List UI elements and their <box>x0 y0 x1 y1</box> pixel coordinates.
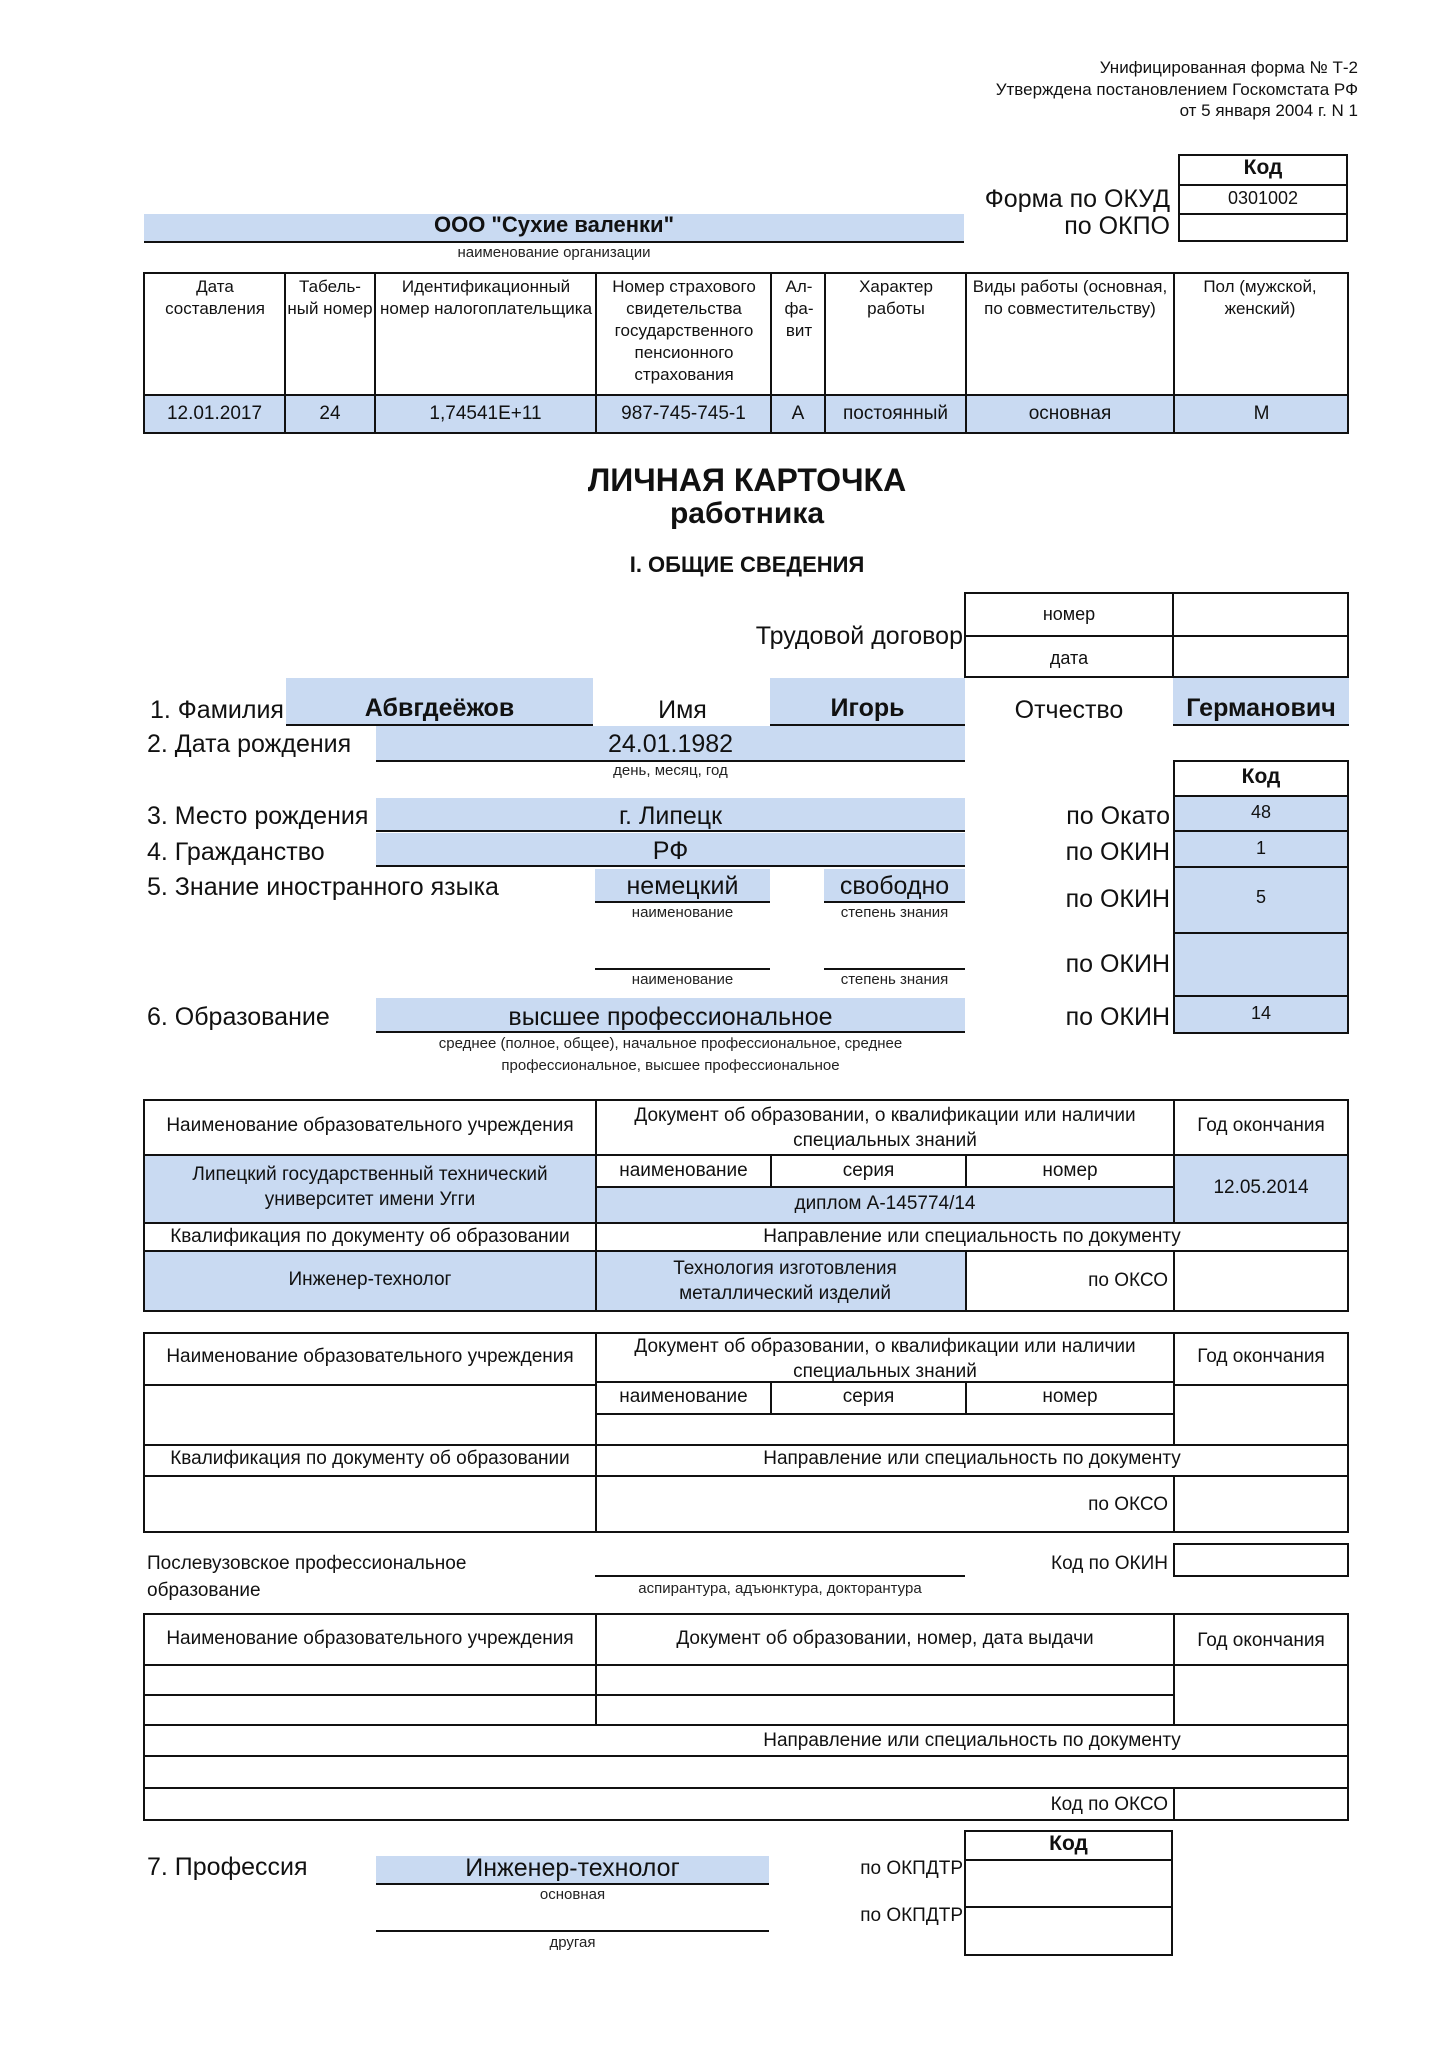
edu3-okso-label: Код по ОКСО <box>1050 1794 1168 1815</box>
edu3-year-header: Год окончания <box>1197 1630 1325 1651</box>
okud-value: 0301002 <box>1227 188 1299 208</box>
okpdtr-code-header: Код <box>1049 1832 1088 1855</box>
th-snils: Номер страхового свидетельства государственного пенсионного страхования <box>612 277 756 384</box>
name: Игорь <box>830 694 905 722</box>
edu2-spec-header: Направление или специальность по документу <box>763 1448 1181 1469</box>
education-caption-line1: среднее (полное, общее), начальное профессиональное, среднее <box>438 1035 903 1052</box>
edu1-specialty: Технология изготовления металлический изделий <box>673 1258 897 1304</box>
okin4-value: 14 <box>1250 1003 1272 1023</box>
edu1-okso-label: по ОКСО <box>1088 1270 1168 1291</box>
education: высшее профессиональное <box>508 1003 833 1031</box>
org-name: ООО "Сухие валенки" <box>433 212 675 237</box>
okin3-label: по ОКИН <box>1065 950 1170 978</box>
okin1-label: по ОКИН <box>1065 838 1170 866</box>
language-label: 5. Знание иностранного языка <box>147 873 499 901</box>
postgrad-label-line2: образование <box>147 1580 261 1601</box>
edu1-year: 12.05.2014 <box>1213 1177 1309 1198</box>
edu2-doc-name-label: наименование <box>619 1386 748 1407</box>
edu1-qual-header: Квалификация по документу об образовании <box>170 1226 570 1247</box>
card-subtitle: работника <box>669 497 825 530</box>
td-alphabet: А <box>791 403 805 424</box>
okpdtr1-label: по ОКПДТР <box>860 1858 963 1879</box>
code-header: Код <box>1243 156 1283 179</box>
edu1-doc-name-label: наименование <box>619 1160 748 1181</box>
okato-label: по Окато <box>1066 802 1170 830</box>
language-name-caption: наименование <box>631 904 734 921</box>
language2-name-caption: наименование <box>631 971 734 988</box>
td-inn: 1,74541E+11 <box>429 403 542 424</box>
contract-date-label: дата <box>1049 648 1089 668</box>
language2-level-caption: степень знания <box>840 971 949 988</box>
okpdtr2-label: по ОКПДТР <box>860 1905 963 1926</box>
profession-label: 7. Профессия <box>147 1853 308 1881</box>
education-caption-line2: профессиональное, высшее профессиональное <box>501 1057 840 1074</box>
contract-label: Трудовой договор <box>755 622 963 650</box>
postgrad-okin-label: Код по ОКИН <box>1051 1553 1168 1574</box>
edu1-year-header: Год окончания <box>1197 1115 1325 1136</box>
edu1-document: диплом А-145774/14 <box>794 1193 976 1214</box>
section-title: I. ОБЩИЕ СВЕДЕНИЯ <box>629 552 865 577</box>
td-date: 12.01.2017 <box>166 403 263 424</box>
edu1-spec-header: Направление или специальность по документу <box>763 1226 1181 1247</box>
org-name-caption: наименование организации <box>457 244 651 261</box>
edu1-institution: Липецкий государственный технический университет имени Угги <box>192 1164 548 1210</box>
edu1-inst-header: Наименование образовательного учреждения <box>166 1115 574 1136</box>
th-gender: Пол (мужской, женский) <box>1203 277 1317 318</box>
edu3-doc-header: Документ об образовании, номер, дата выдачи <box>676 1628 1094 1649</box>
okin1-value: 1 <box>1255 838 1266 858</box>
postgrad-caption: аспирантура, адъюнктура, докторантура <box>638 1580 922 1597</box>
edu1-qualification: Инженер-технолог <box>288 1269 452 1290</box>
citizenship: РФ <box>652 837 689 865</box>
birthplace-label: 3. Место рождения <box>147 802 369 830</box>
okin2-label: по ОКИН <box>1065 885 1170 913</box>
citizenship-label: 4. Гражданство <box>147 838 325 866</box>
th-inn: Идентификационный номер налогоплательщика <box>379 277 593 318</box>
form-header-line3: от 5 января 2004 г. N 1 <box>1179 101 1358 120</box>
edu2-year-header: Год окончания <box>1197 1346 1325 1367</box>
language2-field[interactable] <box>595 968 770 970</box>
language-name: немецкий <box>626 872 739 900</box>
edu2-doc-number-label: номер <box>1042 1386 1098 1407</box>
form-header-line1: Унифицированная форма № Т-2 <box>1099 58 1358 77</box>
okin4-label: по ОКИН <box>1065 1003 1170 1031</box>
edu3-inst-header: Наименование образовательного учреждения <box>166 1628 574 1649</box>
edu2-doc-header: Документ об образовании, о квалификации или наличии специальных знаний <box>634 1336 1136 1382</box>
td-snils: 987-745-745-1 <box>621 403 746 424</box>
person-code-header: Код <box>1241 765 1281 788</box>
edu2-doc-series-label: серия <box>842 1386 895 1407</box>
okin2-value: 5 <box>1255 887 1266 907</box>
birth-date: 24.01.1982 <box>607 730 734 758</box>
language-level-caption: степень знания <box>840 904 949 921</box>
card-title: ЛИЧНАЯ КАРТОЧКА <box>587 462 907 498</box>
td-gender: М <box>1253 403 1270 424</box>
surname: Абвгдеёжов <box>364 694 515 722</box>
patronymic-label: Отчество <box>1014 696 1124 724</box>
postgrad-field[interactable] <box>595 1575 965 1577</box>
th-date: Дата составления <box>165 277 265 318</box>
education-label: 6. Образование <box>147 1003 330 1031</box>
language2-level-field[interactable] <box>824 968 965 970</box>
profession-main-caption: основная <box>539 1886 606 1903</box>
edu3-spec-header: Направление или специальность по документу <box>763 1730 1181 1751</box>
surname-label: 1. Фамилия <box>150 696 284 724</box>
form-header-line2: Утверждена постановлением Госкомстата РФ <box>995 80 1358 99</box>
profession-main: Инженер-технолог <box>465 1854 680 1882</box>
edu2-inst-header: Наименование образовательного учреждения <box>166 1346 574 1367</box>
patronymic: Германович <box>1186 694 1336 722</box>
th-tab-number: Табель-ный номер <box>287 277 373 318</box>
th-work-nature: Характер работы <box>859 277 933 318</box>
profession-other-field[interactable] <box>376 1930 769 1932</box>
name-label: Имя <box>658 696 707 724</box>
language-level: свободно <box>839 872 950 900</box>
contract-number-label: номер <box>1042 604 1096 624</box>
td-tab-number: 24 <box>319 403 341 424</box>
td-work-nature: постоянный <box>843 403 948 424</box>
okato-value: 48 <box>1250 802 1272 822</box>
th-work-type: Виды работы (основная, по совместительству) <box>972 277 1168 318</box>
edu2-qual-header: Квалификация по документу об образовании <box>170 1448 570 1469</box>
edu1-doc-header: Документ об образовании, о квалификации или наличии специальных знаний <box>634 1105 1136 1151</box>
birth-caption: день, месяц, год <box>613 762 728 779</box>
profession-other-caption: другая <box>549 1934 596 1951</box>
birthplace: г. Липецк <box>618 802 723 830</box>
okpo-label: по ОКПО <box>1064 212 1170 240</box>
edu1-doc-series-label: серия <box>842 1160 895 1181</box>
okud-label: Форма по ОКУД <box>984 185 1170 213</box>
edu2-okso-label: по ОКСО <box>1088 1494 1168 1515</box>
edu1-doc-number-label: номер <box>1042 1160 1098 1181</box>
birth-label: 2. Дата рождения <box>147 730 352 758</box>
th-alphabet: Ал-фа-вит <box>784 277 814 340</box>
postgrad-label-line1: Послевузовское профессиональное <box>147 1553 467 1574</box>
td-work-type: основная <box>1028 403 1112 424</box>
postgrad-okin-box[interactable] <box>1173 1543 1349 1577</box>
